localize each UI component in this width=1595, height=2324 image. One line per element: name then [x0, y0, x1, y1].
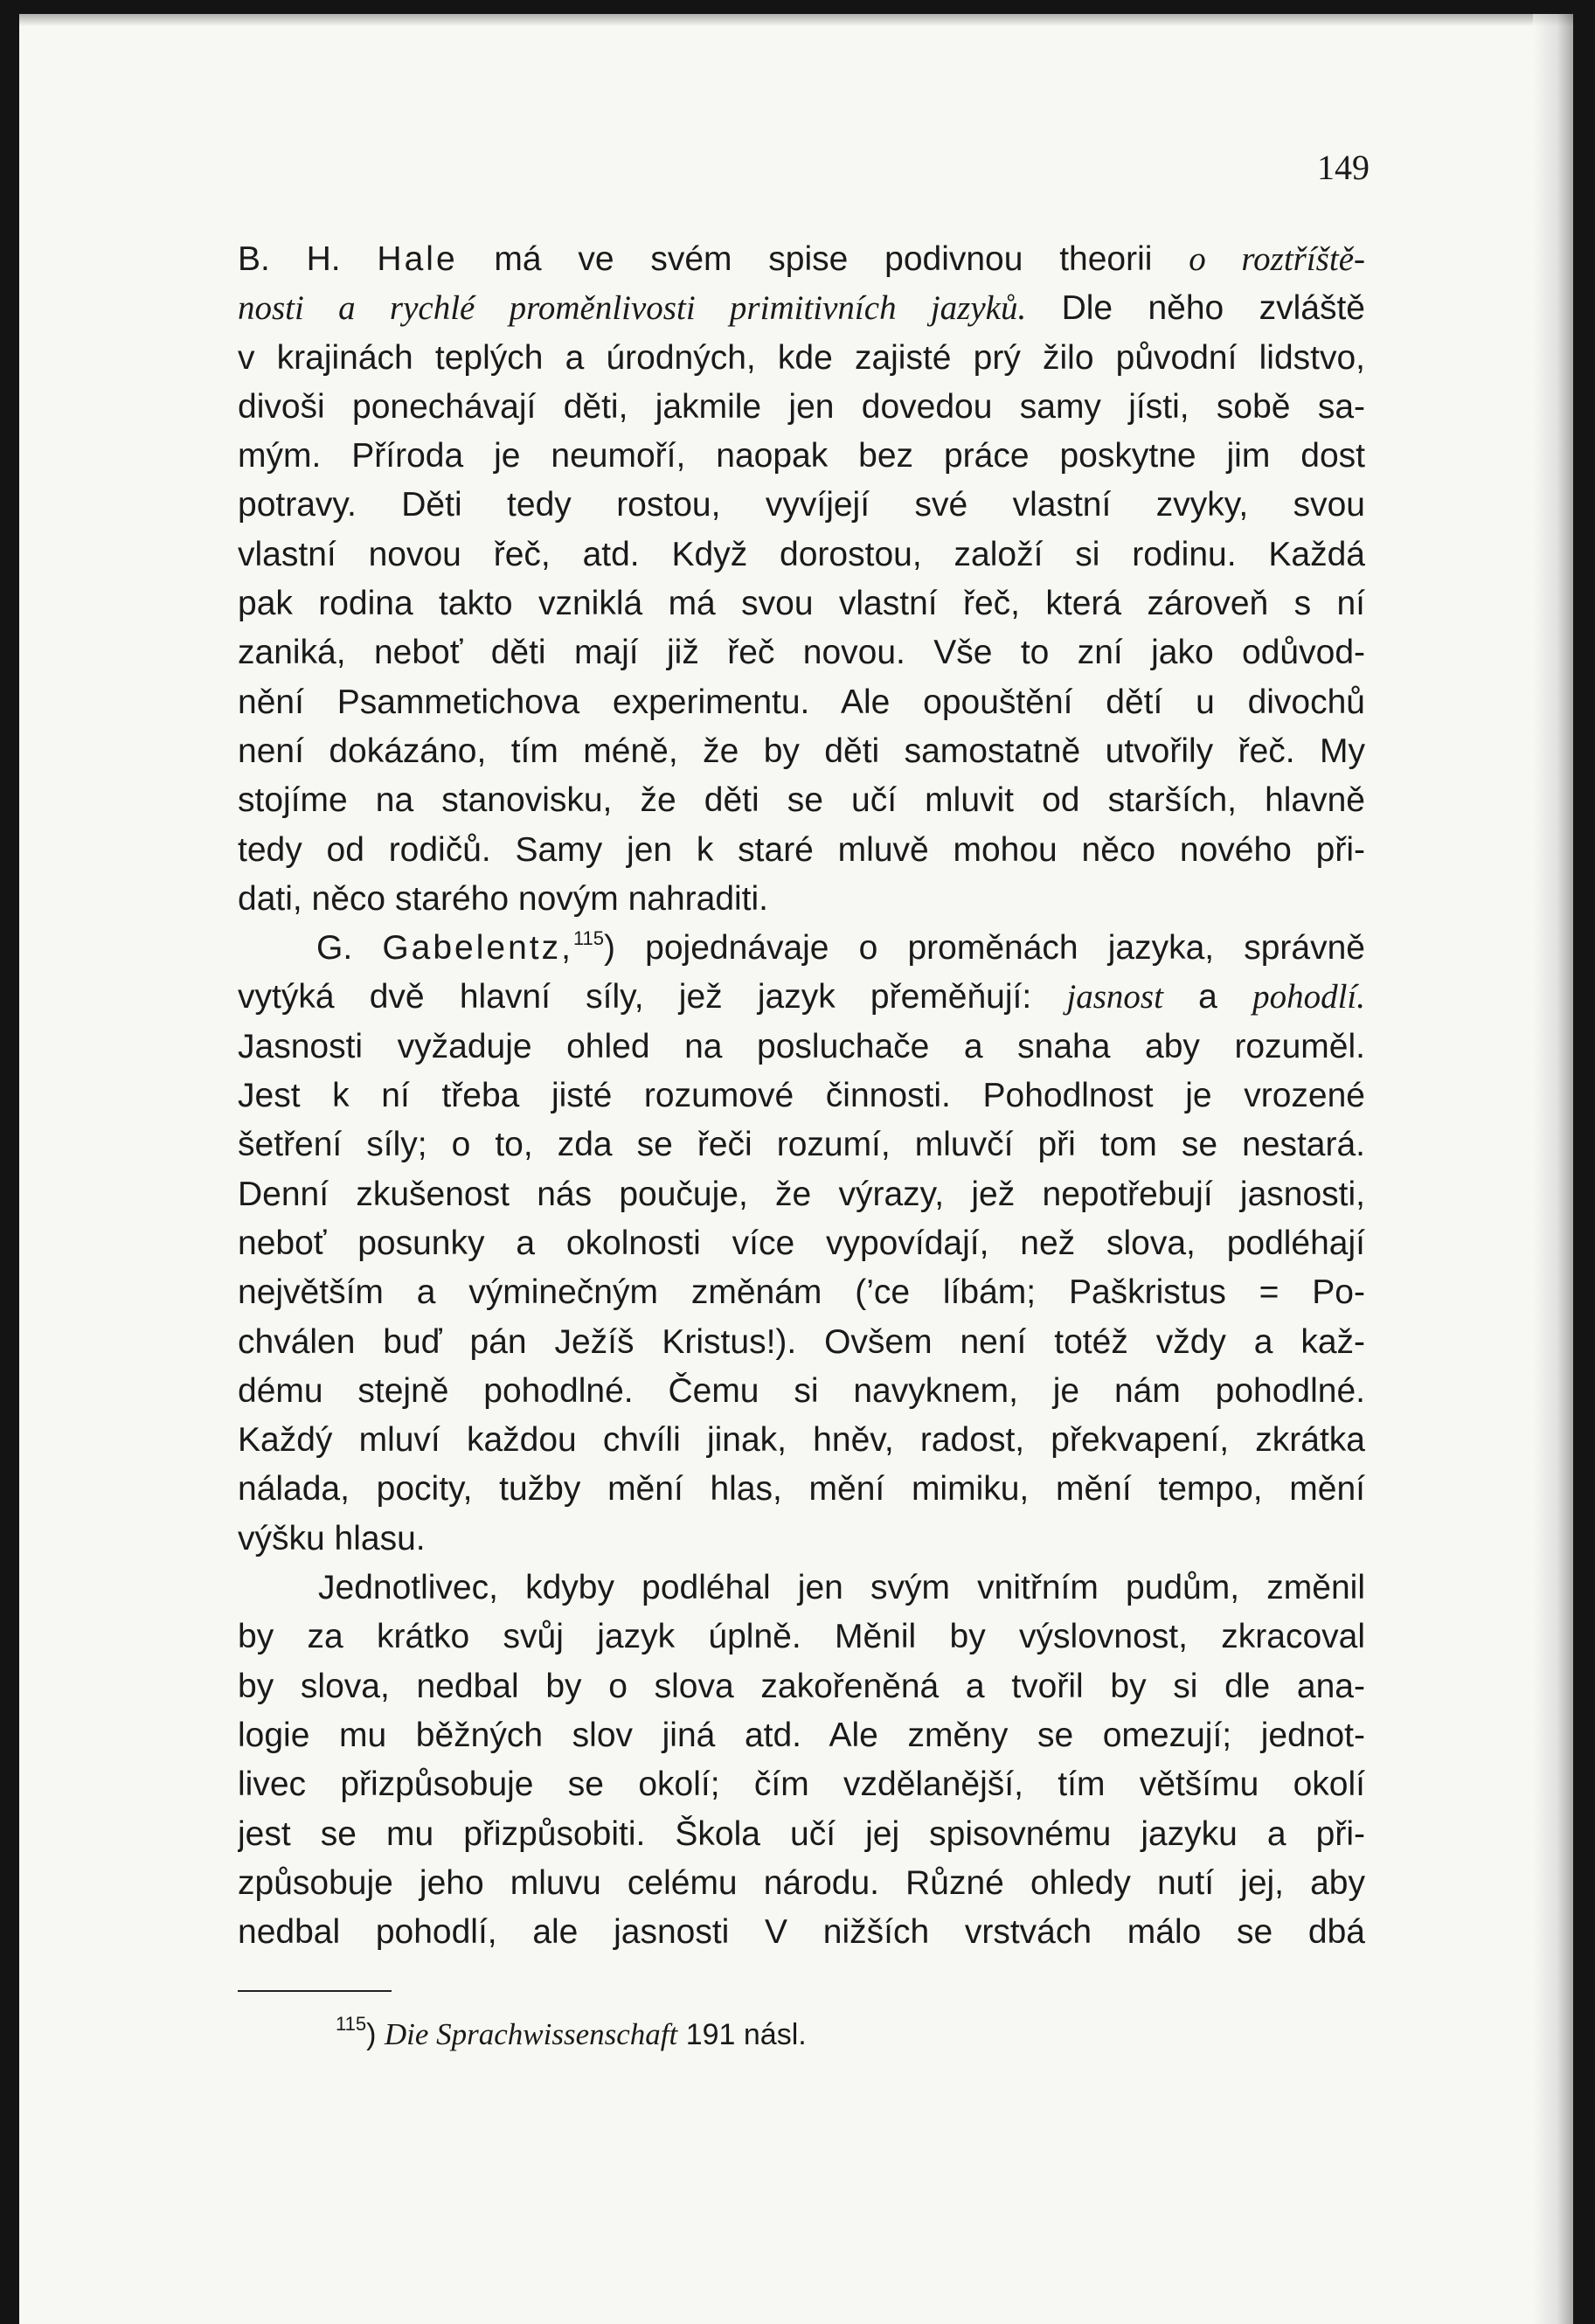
paragraph-2-line-3: Jasnosti vyžaduje ohled na posluchače a snaha aby rozuměl.: [238, 1027, 1365, 1065]
paragraph-3-line-8: nedbal pohodlí, ale jasnosti V nižších vrstvách málo se dbá: [238, 1913, 1365, 1952]
footnote-divider: [238, 1990, 392, 1992]
paragraph-1-line-8: pak rodina takto vzniklá má svou vlastní řeč, která zároveň s ní: [238, 585, 1365, 623]
paragraph-1-line-3: v krajinách teplých a úrodných, kde zajisté prý žilo původní lidstvo,: [238, 338, 1365, 377]
paragraph-2-line-1: G. Gabelentz,$^{115}$) pojednávaje o proměnách jazyka, správně: [316, 927, 1365, 968]
page-number: 149: [1317, 148, 1370, 187]
paragraph-1-line-14: dati, něco starého novým nahraditi.: [238, 879, 769, 918]
italic-term: pohodlí.: [1252, 978, 1365, 1016]
paragraph-2-line-10: dému stejně pohodlné. Čemu si navyknem, je nám pohodlné.: [238, 1371, 1365, 1410]
paragraph-1-line-10: nění Psammetichova experimentu. Ale opouštění dětí u divochů: [238, 683, 1365, 721]
paragraph-1-line-6: potravy. Děti tedy rostou, vyvíjejí své vlastní zvyky, svou: [238, 486, 1365, 524]
footnote-reference: 115: [572, 927, 605, 950]
book-page: [19, 14, 1573, 2324]
paragraph-3-line-5: livec přizpůsobuje se okolí; čím vzdělanější, tím většímu okolí: [238, 1766, 1365, 1804]
italic-term: o roztříště-: [1189, 240, 1365, 278]
footnote: $^{115}$) Die Sprachwissenschaft 191 násl.: [336, 2013, 807, 2051]
paragraph-3-line-1: Jednotlivec, kdyby podléhal jen svým vnitřním pudům, změnil: [318, 1569, 1365, 1607]
paragraph-1-line-7: vlastní novou řeč, atd. Když dorostou, založí si rodinu. Každá: [238, 535, 1365, 573]
paragraph-1-line-9: zaniká, neboť děti mají již řeč novou. Vše to zní jako odůvod-: [238, 634, 1365, 672]
footnote-title: Die Sprachwissenschaft: [384, 2017, 678, 2051]
author-name-gabelentz: Gabelentz,: [382, 929, 573, 968]
paragraph-2-line-2: vytýká dvě hlavní síly, jež jazyk přeměňují: jasnost a pohodlí.: [238, 978, 1365, 1016]
paragraph-3-line-7: způsobuje jeho mluvu celému národu. Různé ohledy nutí jej, aby: [238, 1863, 1365, 1902]
italic-term: jasnost: [1066, 978, 1163, 1016]
footnote-number: 115: [336, 2013, 367, 2035]
paragraph-3-line-2: by za krátko svůj jazyk úplně. Měnil by výslovnost, zkracoval: [238, 1618, 1365, 1656]
paragraph-2-line-13: výšku hlasu.: [238, 1519, 426, 1557]
paragraph-2-line-7: neboť posunky a okolnosti více vypovídají, než slova, podléhají: [238, 1224, 1365, 1262]
author-name-hale: Hale: [377, 240, 458, 278]
body-text: [238, 235, 1365, 1957]
paragraph-2-line-8: největším a výminečným změnám (’ce líbám; Paškristus = Po-: [238, 1273, 1365, 1312]
paragraph-1-line-5: mým. Příroda je neumoří, naopak bez práce poskytne jim dost: [238, 437, 1365, 475]
paragraph-1-line-2: nosti a rychlé proměnlivosti primitivních jazyků. Dle něho zvláště: [238, 289, 1365, 328]
paragraph-2-line-11: Každý mluví každou chvíli jinak, hněv, radost, překvapení, zkrátka: [238, 1421, 1365, 1460]
paragraph-2-line-4: Jest k ní třeba jisté rozumové činnosti. Pohodlnost je vrozené: [238, 1077, 1365, 1115]
paragraph-2-line-12: nálada, pocity, tužby mění hlas, mění mimiku, mění tempo, mění: [238, 1470, 1365, 1509]
paragraph-3-line-3: by slova, nedbal by o slova zakořeněná a tvořil by si dle ana-: [238, 1667, 1365, 1705]
paragraph-1-line-4: divoši ponechávají děti, jakmile jen dovedou samy jísti, sobě sa-: [238, 387, 1365, 426]
paragraph-3-line-6: jest se mu přizpůsobiti. Škola učí jej spisovnému jazyku a při-: [238, 1814, 1365, 1853]
paragraph-1-line-11: není dokázáno, tím méně, že by děti samostatně utvořily řeč. My: [238, 732, 1365, 770]
paragraph-1-line-12: stojíme na stanovisku, že děti se učí mluvit od starších, hlavně: [238, 781, 1365, 820]
footnote-pages: 191 násl.: [677, 2018, 807, 2051]
scan-edge-top: [19, 14, 1573, 26]
scan-edge-right: [1533, 14, 1573, 2324]
paragraph-3-line-4: logie mu běžných slov jiná atd. Ale změny se omezují; jednot-: [238, 1716, 1365, 1754]
paragraph-2-line-9: chválen buď pán Ježíš Kristus!). Ovšem není totéž vždy a kaž-: [238, 1322, 1365, 1361]
italic-term: nosti a rychlé proměnlivosti primitivních jazyků.: [238, 289, 1027, 328]
paragraph-1-line-1: B. H. Hale má ve svém spise podivnou theorii o roztříště-: [238, 240, 1365, 278]
paragraph-2-line-6: Denní zkušenost nás poučuje, že výrazy, jež nepotřebují jasnosti,: [238, 1175, 1365, 1213]
paragraph-1-line-13: tedy od rodičů. Samy jen k staré mluvě mohou něco nového při-: [238, 830, 1365, 869]
paragraph-2-line-5: šetření síly; o to, zda se řeči rozumí, mluvčí při tom se nestará.: [238, 1126, 1365, 1164]
